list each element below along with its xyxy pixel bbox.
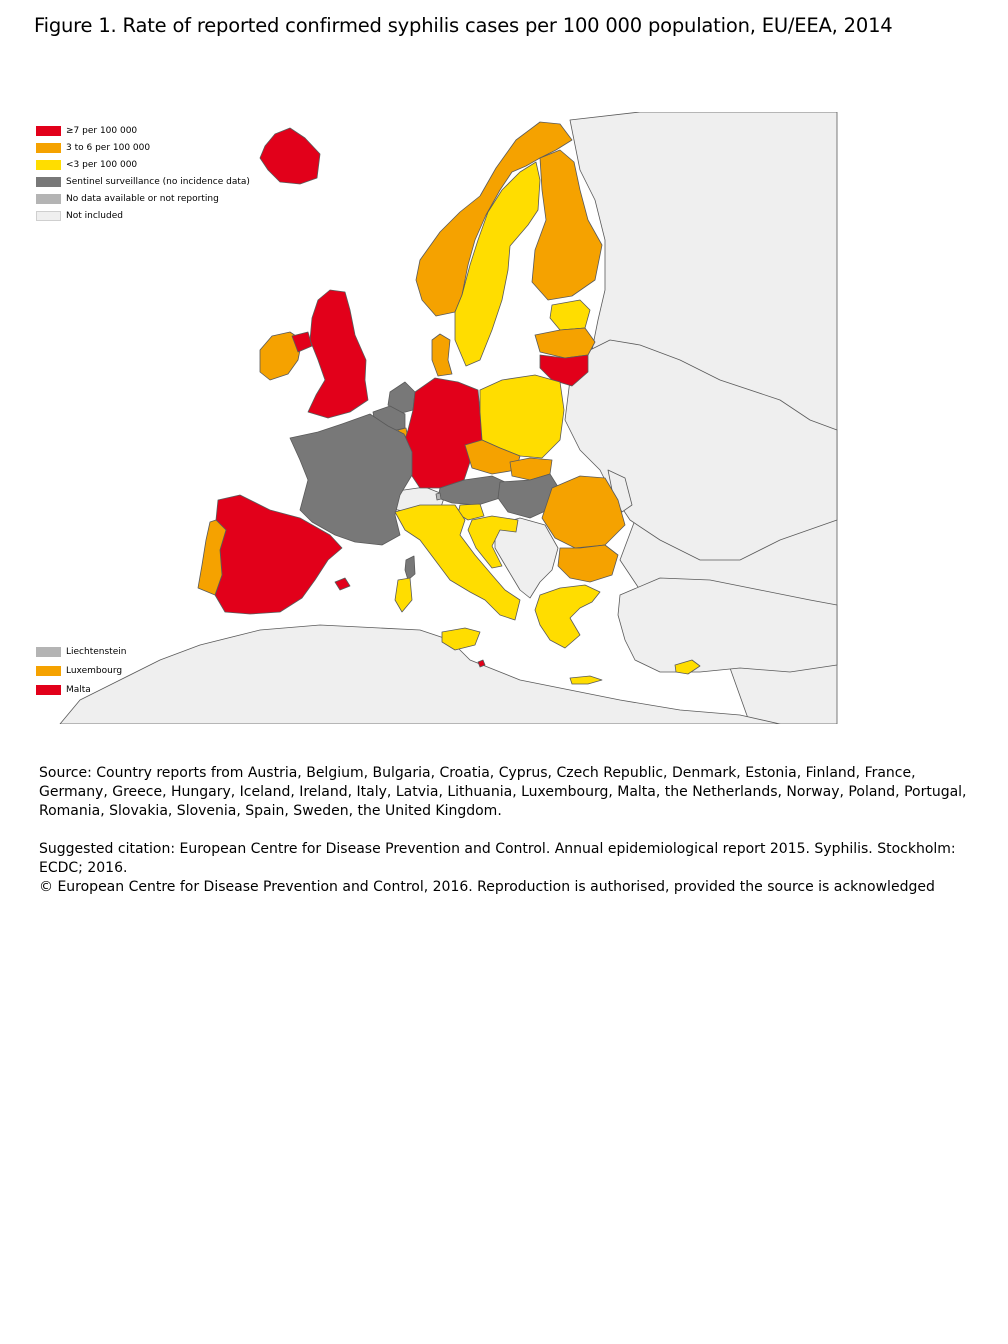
legend-swatch (36, 126, 61, 136)
legend-item-sentinel (36, 173, 250, 190)
source-note: Source: Country reports from Austria, Belgium, Bulgaria, Croatia, Cyprus, Czech Republic, Denmark, Estonia, Finland, France, Germany, Greece, Hungary, Iceland, Ireland, Italy, Latvia, Lithuania, Luxembourg, Malta, the Netherlands, Norway, Poland, Portugal, Romania, Slovakia, Slovenia, Spain, Sweden, the United Kingdom. (39, 765, 967, 819)
legend-item-not-included (36, 207, 250, 224)
legend-swatch (36, 194, 61, 204)
legend-label: No data available or not reporting (66, 193, 219, 204)
legend-item-liechtenstein (36, 642, 126, 661)
map-liechtenstein (436, 493, 441, 500)
map-estonia (550, 300, 590, 330)
legend-item-mid (36, 139, 250, 156)
legend-label: Luxembourg (66, 665, 123, 676)
legend-item-malta (36, 680, 126, 699)
legend-swatch (36, 160, 61, 170)
legend-item-high (36, 122, 250, 139)
legend-swatch (36, 211, 61, 221)
figure-notes (39, 764, 969, 916)
citation-note: Suggested citation: European Centre for Disease Prevention and Control. Annual epidemiological report 2015. Syphilis. Stockholm: ECDC; 2016. (39, 841, 956, 876)
small-countries-legend (36, 642, 126, 699)
legend-label: Sentinel surveillance (no incidence data) (66, 176, 250, 187)
legend-label: Not included (66, 210, 123, 221)
legend-swatch (36, 647, 61, 657)
legend-label: Liechtenstein (66, 646, 127, 657)
legend-item-nodata (36, 190, 250, 207)
legend-swatch (36, 143, 61, 153)
legend-item-luxembourg (36, 661, 126, 680)
legend-swatch (36, 685, 61, 695)
copyright-note: © European Centre for Disease Prevention and Control, 2016. Reproduction is authorised, provided the source is acknowledged (39, 879, 935, 895)
legend-label: 3 to 6 per 100 000 (66, 142, 151, 153)
legend-swatch (36, 177, 61, 187)
legend-item-low (36, 156, 250, 173)
legend-label: Malta (66, 684, 91, 695)
figure-title: Figure 1. Rate of reported confirmed syphilis cases per 100 000 population, EU/EEA, 2014 (34, 14, 893, 37)
legend-swatch (36, 666, 61, 676)
legend-label: <3 per 100 000 (66, 159, 138, 170)
map-legend (36, 122, 250, 224)
legend-label: ≥7 per 100 000 (66, 125, 138, 136)
